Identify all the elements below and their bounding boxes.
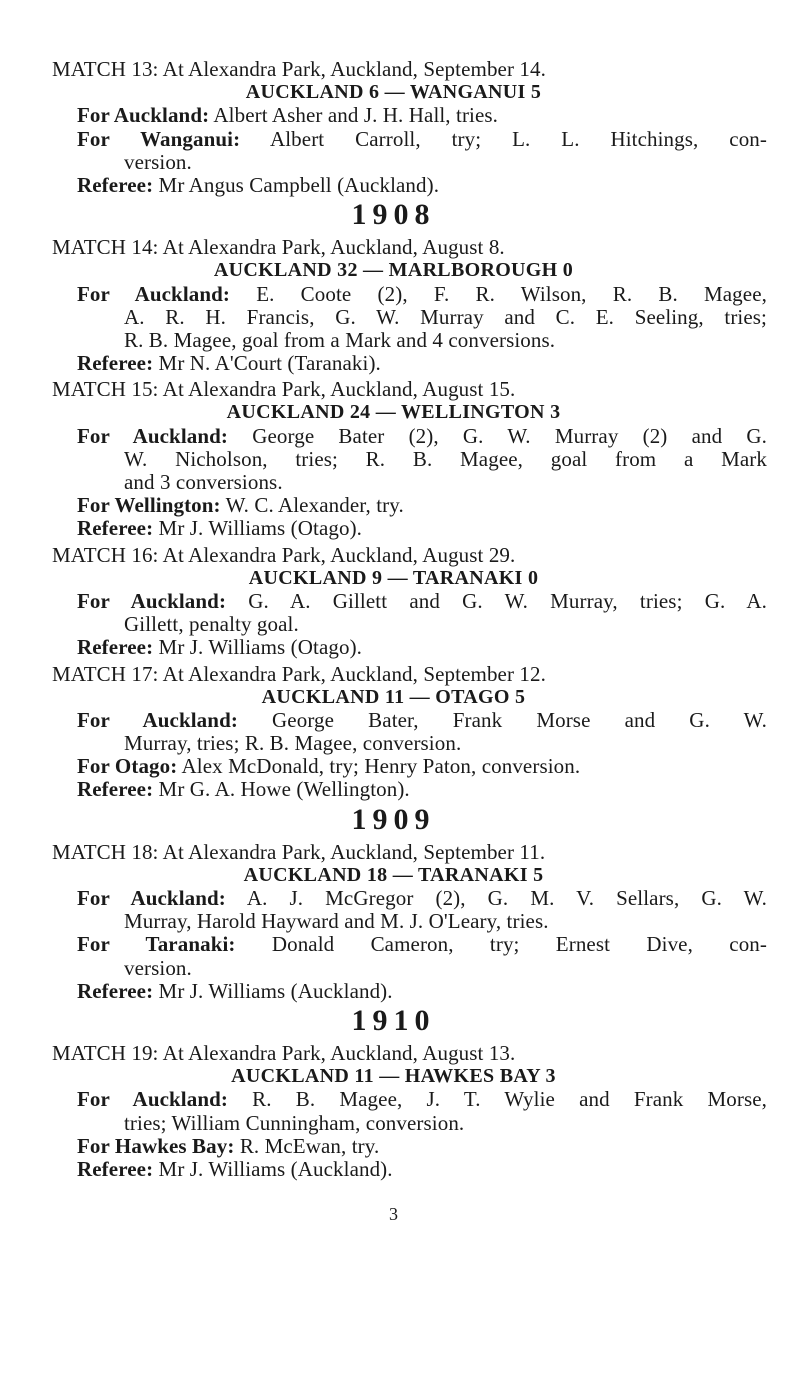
- page-number: 3: [388, 1204, 399, 1225]
- entry-text: Mr N. A'Court (Taranaki).: [158, 351, 381, 376]
- entry-line: [0, 448, 767, 471]
- entry-line: [0, 174, 767, 197]
- entry-text: Gillett, penalty goal.: [124, 612, 299, 637]
- year-heading: 1908: [351, 198, 436, 232]
- match-score: AUCKLAND 32 — MARLBOROUGH 0: [213, 259, 574, 282]
- entry-line: [0, 329, 767, 352]
- match-list: [0, 58, 801, 1226]
- entry-label: Referee:: [77, 1156, 154, 1181]
- entry-text: Mr Angus Campbell (Auckland).: [158, 172, 440, 197]
- match-header: MATCH 19: At Alexandra Park, Auckland, August 13.: [52, 1040, 516, 1065]
- entry-line: [0, 352, 767, 375]
- entry-line: [0, 425, 767, 448]
- entry-text: George Bater, Frank Morse and G. W.: [272, 707, 767, 732]
- match-score: AUCKLAND 9 — TARANAKI 0: [248, 566, 539, 589]
- entry-text: Mr J. Williams (Auckland).: [158, 978, 393, 1003]
- match-score: AUCKLAND 11 — HAWKES BAY 3: [231, 1065, 556, 1088]
- entry-text: R. B. Magee, J. T. Wylie and Frank Morse,: [252, 1087, 767, 1112]
- entry-label: For Taranaki:: [77, 932, 236, 957]
- entry-line: [0, 613, 767, 636]
- match-header: MATCH 17: At Alexandra Park, Auckland, September 12.: [52, 661, 546, 686]
- match-block: [0, 58, 801, 197]
- match-block: [0, 233, 801, 375]
- entry-label: For Auckland:: [77, 103, 210, 128]
- match-score: AUCKLAND 24 — WELLINGTON 3: [226, 401, 561, 424]
- entry-line: [0, 755, 767, 778]
- entry-line: [0, 957, 767, 980]
- entry-text: version.: [124, 149, 192, 174]
- entry-text: R. McEwan, try.: [239, 1133, 380, 1158]
- entry-text: A. R. H. Francis, G. W. Murray and C. E. Seeling, tries;: [124, 304, 767, 329]
- entry-text: George Bater (2), G. W. Murray (2) and G.: [252, 423, 767, 448]
- entry-text: A. J. McGregor (2), G. M. V. Sellars, G. W.: [246, 886, 767, 910]
- entry-line: [0, 636, 767, 659]
- entry-text: G. A. Gillett and G. W. Murray, tries; G. A.: [248, 588, 767, 613]
- match-header: MATCH 15: At Alexandra Park, Auckland, August 15.: [52, 377, 516, 402]
- entry-line: [0, 104, 767, 127]
- entry-line: [0, 471, 767, 494]
- entry-label: For Otago:: [77, 754, 178, 779]
- entry-label: Referee:: [77, 172, 154, 197]
- entry-label: For Hawkes Bay:: [77, 1133, 235, 1158]
- entry-text: W. C. Alexander, try.: [225, 493, 404, 518]
- entry-line: [0, 910, 767, 933]
- match-block: [0, 541, 801, 660]
- entry-text: Albert Asher and J. H. Hall, tries.: [213, 103, 499, 128]
- entry-text: Alex McDonald, try; Henry Paton, conversion.: [181, 754, 581, 779]
- match-block: [0, 375, 801, 540]
- entry-line: [0, 517, 767, 540]
- entry-label: For Wellington:: [77, 493, 221, 518]
- entry-text: Mr J. Williams (Auckland).: [158, 1156, 393, 1181]
- entry-line: [0, 709, 767, 732]
- entry-text: version.: [124, 955, 192, 980]
- match-block: [0, 838, 801, 1003]
- match-block: [0, 1039, 801, 1181]
- match-header: MATCH 14: At Alexandra Park, Auckland, August 8.: [52, 235, 505, 260]
- year-heading: 1909: [351, 802, 436, 836]
- match-score: AUCKLAND 18 — TARANAKI 5: [243, 863, 544, 886]
- entry-line: [0, 1112, 767, 1135]
- entry-line: [0, 494, 767, 517]
- entry-line: [0, 128, 767, 151]
- year-heading: 1910: [351, 1003, 436, 1037]
- match-header: MATCH 18: At Alexandra Park, Auckland, September 11.: [52, 839, 546, 864]
- match-header: MATCH 16: At Alexandra Park, Auckland, August 29.: [52, 542, 516, 567]
- entry-label: For Auckland:: [77, 1087, 228, 1112]
- entry-line: [0, 933, 767, 956]
- entry-label: Referee:: [77, 351, 154, 376]
- match-score: AUCKLAND 11 — OTAGO 5: [261, 685, 526, 708]
- entry-label: For Auckland:: [77, 281, 231, 306]
- entry-text: E. Coote (2), F. R. Wilson, R. B. Magee,: [256, 281, 767, 306]
- entry-line: [0, 306, 767, 329]
- entry-label: For Auckland:: [77, 423, 229, 448]
- entry-label: For Auckland:: [77, 886, 226, 910]
- entry-line: [0, 778, 767, 801]
- entry-text: Mr J. Williams (Otago).: [158, 516, 363, 541]
- match-block: [0, 660, 801, 802]
- entry-text: Donald Cameron, try; Ernest Dive, con-: [271, 932, 767, 957]
- entry-label: Referee:: [77, 777, 154, 802]
- entry-text: and 3 conversions.: [124, 470, 283, 494]
- entry-label: For Wanganui:: [77, 126, 241, 151]
- entry-text: tries; William Cunningham, conversion.: [124, 1110, 465, 1135]
- entry-line: [0, 732, 767, 755]
- match-score: AUCKLAND 6 — WANGANUI 5: [245, 81, 542, 104]
- entry-line: [0, 1158, 767, 1181]
- match-header: MATCH 13: At Alexandra Park, Auckland, September 14.: [52, 57, 546, 81]
- entry-text: Mr G. A. Howe (Wellington).: [158, 777, 410, 802]
- entry-label: Referee:: [77, 516, 154, 541]
- entry-line: [0, 887, 767, 910]
- entry-label: Referee:: [77, 635, 154, 660]
- entry-label: For Auckland:: [77, 588, 227, 613]
- entry-line: [0, 1135, 767, 1158]
- entry-text: Albert Carroll, try; L. L. Hitchings, con-: [269, 126, 767, 151]
- entry-text: Mr J. Williams (Otago).: [158, 635, 363, 660]
- entry-line: [0, 1088, 767, 1111]
- entry-text: W. Nicholson, tries; R. B. Magee, goal from a Mark: [124, 446, 767, 471]
- entry-text: Murray, Harold Hayward and M. J. O'Leary, tries.: [124, 909, 549, 934]
- entry-label: Referee:: [77, 978, 154, 1003]
- entry-line: [0, 590, 767, 613]
- entry-line: [0, 283, 767, 306]
- entry-text: Murray, tries; R. B. Magee, conversion.: [124, 731, 462, 756]
- entry-line: [0, 151, 767, 174]
- entry-label: For Auckland:: [77, 707, 238, 732]
- entry-line: [0, 980, 767, 1003]
- entry-text: R. B. Magee, goal from a Mark and 4 conversions.: [124, 327, 556, 352]
